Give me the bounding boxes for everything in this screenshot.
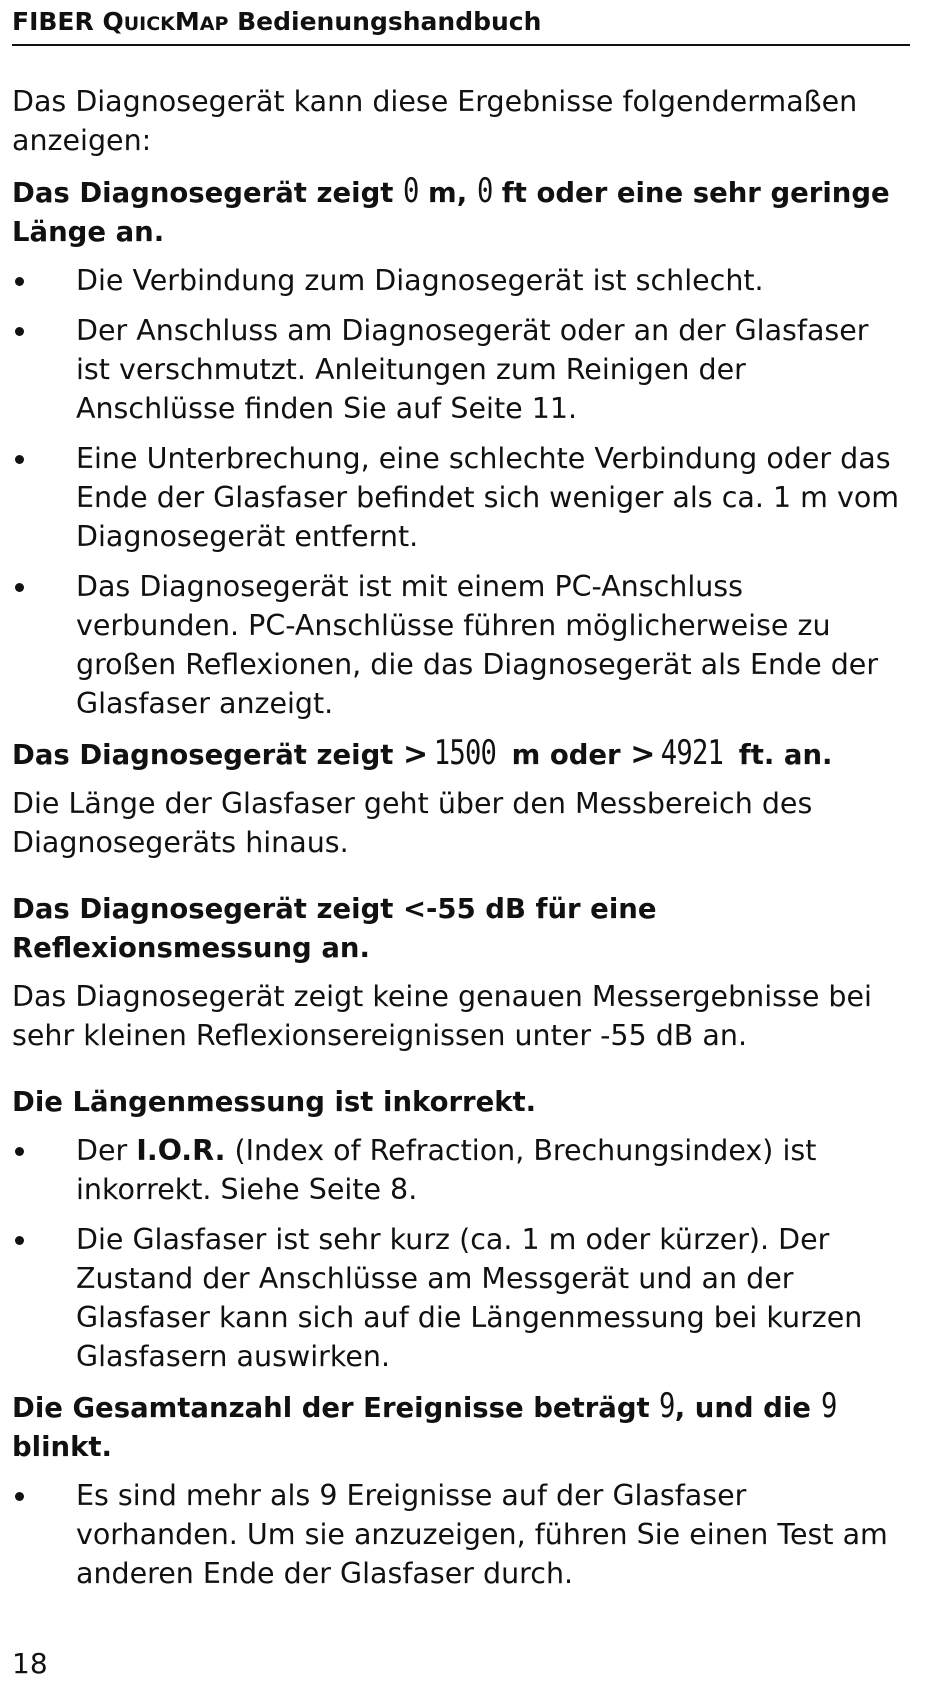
header-brand-smallcaps1: UICK — [123, 13, 175, 35]
page-content — [12, 82, 910, 1604]
bullet-icon — [15, 1236, 24, 1245]
bullet-icon — [15, 583, 24, 592]
list-item-text: Es sind mehr als 9 Ereignisse auf der Glasfaser vorhanden. Um sie anzuzeigen, führen Sie einen Test am anderen Ende der Glasfaser durch. — [76, 1479, 888, 1590]
lcd-digit-zero-meters: 0 — [402, 171, 419, 211]
section2-heading — [12, 734, 910, 775]
bullet-icon — [15, 1492, 24, 1501]
lcd-digits-4921: 4921 — [661, 733, 724, 773]
section1-heading-text-c: ft oder eine sehr geringe Länge an. — [12, 177, 890, 248]
header-title — [12, 2, 910, 44]
greater-than-symbol: > — [630, 737, 656, 772]
list-item-text: Die Glasfaser ist sehr kurz (ca. 1 m oder kürzer). Der Zustand der Anschlüsse am Messgerät und an der Glasfaser kann sich auf die Längenmessung bei kurzen Glasfasern auswirken. — [76, 1223, 863, 1373]
list-item — [12, 1220, 910, 1376]
list-item-text-b: (Index of Refraction, Brechungsindex) ist inkorrekt. Siehe Seite 8. — [76, 1134, 817, 1206]
section1-heading-text-b: m, — [418, 177, 477, 209]
header-brand-smallcaps2: AP — [199, 13, 229, 35]
list-item-text: Eine Unterbrechung, eine schlechte Verbindung oder das Ende der Glasfaser befindet sich weniger als ca. 1 m vom Diagnosegerät entfernt. — [76, 442, 900, 553]
section5-heading — [12, 1387, 910, 1467]
bullet-icon — [15, 327, 24, 336]
header-brand-part1: FIBER Q — [12, 7, 124, 36]
section4-bullet-list — [12, 1131, 910, 1376]
list-item — [12, 567, 910, 723]
lcd-digits-1500: 1500 — [433, 733, 497, 773]
bullet-icon — [15, 277, 24, 286]
page-number: 18 — [12, 1647, 48, 1680]
header-brand-part2: M — [174, 7, 200, 36]
section5-heading-text-c: blinkt. — [12, 1431, 112, 1463]
list-item — [12, 261, 910, 300]
lcd-digit-nine-blinking: 9 — [820, 1386, 837, 1426]
section5-heading-text-b: , und die — [674, 1392, 821, 1424]
lcd-digit-zero-feet: 0 — [476, 171, 493, 211]
list-item-text-a: Der — [76, 1134, 137, 1167]
section5-heading-text-a: Die Gesamtanzahl der Ereignisse beträgt — [12, 1392, 660, 1424]
lcd-digit-nine: 9 — [659, 1386, 675, 1426]
section2-heading-text-a: Das Diagnosegerät zeigt — [12, 739, 403, 771]
list-item — [12, 1476, 910, 1593]
greater-than-symbol: > — [402, 737, 429, 772]
list-item — [12, 439, 910, 556]
list-item-text: Die Verbindung zum Diagnosegerät ist schlecht. — [76, 264, 764, 297]
section1-bullet-list — [12, 261, 910, 723]
section1-heading — [12, 172, 910, 252]
page-header — [12, 2, 910, 46]
section1-heading-text-a: Das Diagnosegerät zeigt — [12, 177, 403, 209]
bullet-icon — [15, 455, 24, 464]
section5-bullet-list — [12, 1476, 910, 1593]
section3-heading: Das Diagnosegerät zeigt <-55 dB für eine Reflexionsmessung an. — [12, 893, 657, 964]
section4-heading: Die Längenmessung ist inkorrekt. — [12, 1086, 537, 1118]
section2-heading-text-b: m oder — [502, 739, 631, 771]
section3-body: Das Diagnosegerät zeigt keine genauen Messergebnisse bei sehr kleinen Reflexionsereignissen unter -55 dB an. — [12, 980, 872, 1052]
list-item-text: Der Anschluss am Diagnosegerät oder an der Glasfaser ist verschmutzt. Anleitungen zum Reinigen der Anschlüsse finden Sie auf Seite 11. — [76, 314, 869, 425]
list-item — [12, 1131, 910, 1209]
header-title-rest: Bedienungshandbuch — [228, 7, 542, 36]
section2-heading-text-c: ft. an. — [729, 739, 833, 771]
ior-term: I.O.R. — [136, 1134, 226, 1167]
bullet-icon — [15, 1147, 24, 1156]
intro-paragraph: Das Diagnosegerät kann diese Ergebnisse folgendermaßen anzeigen: — [12, 85, 858, 157]
list-item-text: Das Diagnosegerät ist mit einem PC-Anschluss verbunden. PC-Anschlüsse führen möglicherweise zu großen Reflexionen, die das Diagnosegerät als Ende der Glasfaser anzeigt. — [76, 570, 879, 720]
section2-body: Die Länge der Glasfaser geht über den Messbereich des Diagnosegeräts hinaus. — [12, 787, 813, 859]
list-item — [12, 311, 910, 428]
